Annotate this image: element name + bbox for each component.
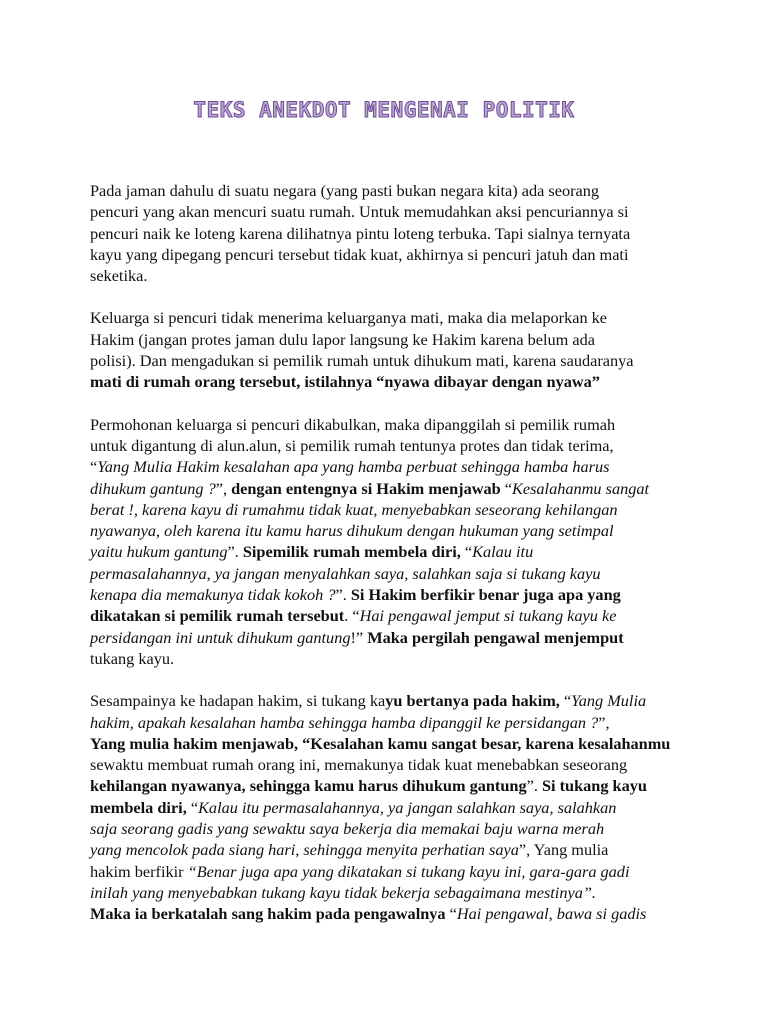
quote-text: Hai pengawal, bawa si gadis bbox=[456, 904, 647, 924]
text-line: sewaktu membuat rumah orang ini, memakunya tidak kuat menebabkan seseorang bbox=[90, 755, 628, 775]
quote-text: Kalau itu bbox=[472, 542, 534, 562]
quote-mark: ”, bbox=[215, 478, 232, 498]
quote-mark: ”, bbox=[598, 712, 610, 732]
document-body bbox=[90, 180, 686, 946]
plain-text: hakim berfikir bbox=[90, 861, 184, 881]
bold-text: Maka pergilah pengawal menjemput bbox=[367, 627, 624, 647]
text-line: saja seorang gadis yang sewaktu saya bekerja dia memakai baju warna merah bbox=[90, 819, 605, 839]
text-line bbox=[90, 605, 686, 626]
text-line bbox=[90, 775, 686, 796]
paragraph-1 bbox=[90, 180, 686, 286]
quote-text: yaitu hukum gantung bbox=[90, 542, 228, 562]
text-line: pencuri yang akan mencuri suatu rumah. Untuk memudahkan aksi pencuriannya si bbox=[90, 202, 629, 222]
quote-mark: “ bbox=[445, 904, 457, 924]
bold-text: dikatakan si pemilik rumah tersebut bbox=[90, 606, 345, 626]
bold-text: yu bertanya pada hakim, bbox=[385, 691, 560, 711]
text-line: inilah yang menyebabkan tukang kayu tidak bekerja sebagaimana mestinya”. bbox=[90, 882, 596, 902]
quote-mark: !” bbox=[350, 627, 368, 647]
quote-mark: ”. bbox=[526, 776, 542, 796]
text-line bbox=[90, 797, 686, 818]
text-line: mati di rumah orang tersebut, istilahnya “nyawa dibayar dengan nyawa” bbox=[90, 372, 600, 392]
quote-mark: “ bbox=[460, 542, 473, 562]
text-line bbox=[90, 839, 686, 860]
quote-text: Yang Mulia Hakim kesalahan apa yang hamba perbuat sehingga hamba harus bbox=[97, 457, 610, 477]
plain-text: Sesampainya ke hadapan hakim, si tukang ka bbox=[90, 691, 386, 711]
quote-mark: “ bbox=[559, 691, 572, 711]
quote-text: dihukum gantung ? bbox=[90, 478, 216, 498]
quote-text: yang mencolok pada siang hari, sehingga menyita perhatian saya bbox=[90, 840, 519, 860]
quote-text: Kesalahanmu sangat bbox=[511, 478, 650, 498]
bold-text: kehilangan nyawanya, sehingga kamu harus dihukum gantung bbox=[90, 776, 527, 796]
paragraph-3 bbox=[90, 414, 686, 670]
bold-text: membela diri, bbox=[90, 797, 187, 817]
quote-text: Hai pengawal jemput si tukang kayu ke bbox=[359, 606, 617, 626]
quote-text: hakim, apakah kesalahan hamba sehingga hamba dipanggil ke persidangan ? bbox=[90, 712, 599, 732]
text-line: berat !, karena kayu di rumahmu tidak kuat, menyebabkan seseorang kehilangan bbox=[90, 499, 618, 519]
text-line: Keluarga si pencuri tidak menerima keluarganya mati, maka dia melaporkan ke bbox=[90, 308, 608, 328]
text-line: tukang kayu. bbox=[90, 648, 175, 668]
text-line bbox=[90, 478, 686, 499]
quote-text: kenapa dia memakunya tidak kokoh ? bbox=[90, 585, 336, 605]
text-line: kayu yang dipegang pencuri tersebut tidak kuat, akhirnya si pencuri jatuh dan mati bbox=[90, 244, 629, 264]
text-line bbox=[90, 456, 686, 477]
text-line: Pada jaman dahulu di suatu negara (yang pasti bukan negara kita) ada seorang bbox=[90, 181, 600, 200]
quote-text: Yang Mulia bbox=[571, 691, 647, 711]
quote-text: “Benar juga apa yang dikatakan si tukang kayu ini, gara-gara gadi bbox=[183, 861, 630, 881]
quote-mark: “ bbox=[500, 478, 512, 498]
quote-mark: . “ bbox=[344, 606, 360, 626]
text-line: Yang mulia hakim menjawab, “Kesalahan kamu sangat besar, karena kesalahanmu bbox=[90, 733, 671, 753]
text-line: polisi). Dan mengadukan si pemilik rumah untuk dihukum mati, karena saudaranya bbox=[90, 351, 634, 371]
text-line: untuk digantung di alun.alun, si pemilik rumah tentunya protes dan tidak terima, bbox=[90, 435, 614, 455]
bold-text: Sipemilik rumah membela diri, bbox=[242, 542, 461, 562]
text-line: Hakim (jangan protes jaman dulu lapor langsung ke Hakim karena belum ada bbox=[90, 329, 596, 349]
text-line bbox=[90, 861, 686, 882]
bold-text: Si Hakim berfikir benar juga apa yang bbox=[350, 585, 621, 605]
text-line: seketika. bbox=[90, 266, 148, 286]
text-line: permasalahannya, ya jangan menyalahkan saya, salahkan saja si tukang kayu bbox=[90, 563, 601, 583]
text-line bbox=[90, 584, 686, 605]
quote-text: persidangan ini untuk dihukum gantung bbox=[90, 627, 351, 647]
text-line: nyawanya, oleh karena itu kamu harus dihukum dengan hukuman yang setimpal bbox=[90, 521, 614, 541]
text-line: pencuri naik ke loteng karena dilihatnya pintu loteng terbuka. Tapi sialnya ternyata bbox=[90, 223, 631, 243]
text-line bbox=[90, 712, 686, 733]
bold-text: dengan entengnya si Hakim menjawab bbox=[231, 478, 501, 498]
bold-text: Maka ia berkatalah sang hakim pada pengawalnya bbox=[90, 904, 446, 924]
text-line bbox=[90, 903, 686, 924]
paragraph-2 bbox=[90, 307, 686, 392]
paragraph-4 bbox=[90, 690, 686, 924]
text-line bbox=[90, 541, 686, 562]
quote-mark: “ bbox=[90, 457, 98, 477]
quote-text: Kalau itu permasalahannya, ya jangan salahkan saya, salahkan bbox=[198, 797, 617, 817]
text-line bbox=[90, 627, 686, 648]
plain-text: ”, Yang mulia bbox=[518, 840, 609, 860]
text-line bbox=[90, 690, 686, 711]
bold-text: Si tukang kayu bbox=[541, 776, 647, 796]
text-line: Permohonan keluarga si pencuri dikabulkan, maka dipanggilah si pemilik rumah bbox=[90, 414, 616, 434]
document-title: TEKS ANEKDOT MENGENAI POLITIK bbox=[193, 98, 575, 122]
quote-mark: ”. bbox=[335, 585, 351, 605]
quote-mark: ”. bbox=[227, 542, 243, 562]
quote-mark: “ bbox=[186, 797, 199, 817]
